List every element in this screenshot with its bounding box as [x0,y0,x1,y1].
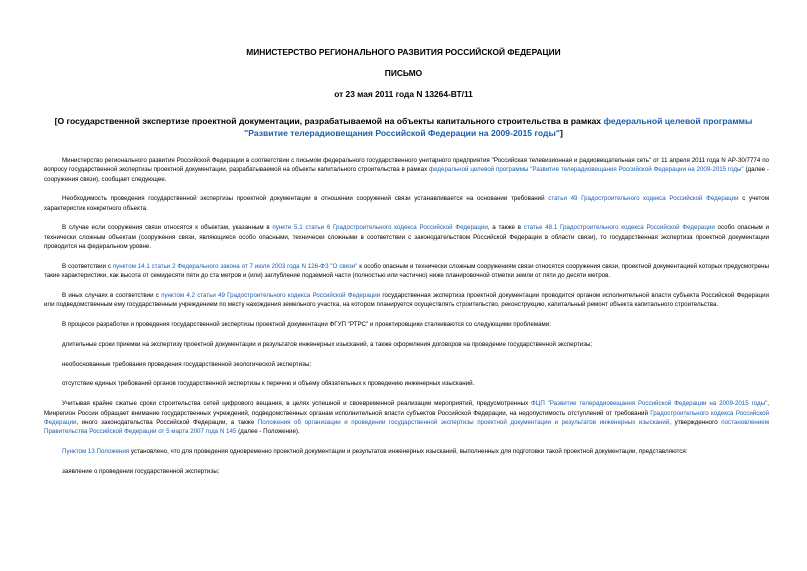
paragraph-text: особо опасным и технически сложным объектам (сооружения связи, являющиеся особо опасными, технически сложными в соответствии с законодательством Российской Федерации в области связи), то государственная экспертиза проектной документации проводится на федеральном уровне. [44,224,770,251]
paragraph-7: длительные сроки приемки на экспертизу проектной документации и результатов инженерных изысканий, а также оформления договоров на проведение государственной экспертизы; [62,340,593,348]
regulation-short-link[interactable]: Положения [96,447,130,455]
paragraph-text: Необходимость проведения государственной экспертизы проектной документации в отношении сооружений связи устанавливается на основании требований [62,195,549,203]
title-program-link[interactable]: федеральной целевой программы "Развитие телерадиовещания Российской Федерации на 2009-2015 годы" [244,116,753,138]
paragraph-text: , Минрегион России обращает внимание государственных учреждений, подведомственных органам исполнительной власти субъектов Российской Федерации, на недопустимость отступлений от требований [44,400,769,417]
doc-type-heading: ПИСЬМО [384,68,423,78]
paragraph-3 [44,223,769,251]
paragraph-text: к особо опасным и технически сложным сооружениям связи относятся сооружения связи, проектной документацией которых предусмотрены такие характеристики, как высота от семидесяти пяти до ста метров и (или) заглубление подземной части (полностью или частично) ниже планировочной отметки земли от пяти до десяти метров. [44,262,769,280]
paragraph-11 [44,447,769,456]
article-48-1-link[interactable]: статье 48.1 Градостроительного кодекса Российской Федерации [523,224,715,232]
paragraph-2 [44,194,769,213]
paragraph-text: , утвержденного [669,418,722,426]
paragraph-text: В соответствии с [62,262,113,270]
grad-code-link[interactable]: Градостроительного кодекса Российской Федерации [44,409,769,426]
clause-5-1-link[interactable]: пункте 5.1 статьи 6 Градостроительного кодекса Российской Федерации [272,224,488,232]
article-49-link[interactable]: статьи 49 Градостроительного кодекса Российской Федерации [548,195,739,203]
paragraph-text: Министерство регионального развития Российской Федерации в соответствии с письмом федерального государственного унитарного предприятия "Российская телевизионная и радиовещательная сеть" от 11 апреля 2011 года N АР-30/7774 по вопросу государственной экспертизы проектной документации, разрабатываемой на объекты капитального строительства в рамках [44,157,769,174]
paragraph-text: (далее - сооружения связи), сообщает следующее. [44,166,769,183]
title-text: [О государственной экспертизе проектной документации, разрабатываемой на объекты капитального строительства в рамках [54,116,604,126]
doc-date-heading: от 23 мая 2011 года N 13264-ВТ/11 [334,89,473,99]
paragraph-text: , а также в [487,224,524,232]
paragraph-8: необоснованные требования проведения государственной экологической экспертизы; [62,360,312,368]
document-title [44,115,763,139]
paragraph-5 [44,291,769,310]
federal-law-link[interactable]: пунктом 14.1 статьи 2 Федерального закона от 7 июля 2003 года N 126-ФЗ "О связи" [112,262,358,270]
ministry-heading: МИНИСТЕРСТВО РЕГИОНАЛЬНОГО РАЗВИТИЯ РОССИЙСКОЙ ФЕДЕРАЦИИ [246,47,561,57]
document-body [44,156,769,487]
paragraph-6: В процессе разработки и проведения государственной экспертизы проектной документации ФГУП "РТРС" и проектировщики сталкиваются со следующими проблемами: [62,321,551,329]
paragraph-text: В случае если сооружения связи относятся к объектам, указанным в [62,224,273,232]
title-text-end: ] [559,128,563,138]
fcp-link[interactable]: ФЦП "Развитие телерадиовещания Российской Федерации на 2009-2015 годы" [531,400,768,408]
paragraph-text: установлено, что для проведения одновременно проектной документации и результатов инженерных изысканий, выполненных для подготовки такой проектной документации, представляются: [129,447,688,455]
paragraph-1 [44,156,769,184]
paragraph-12: заявление о проведении государственной экспертизы; [62,467,220,475]
paragraph-text: , иного законодательства Российской Федерации, а также [76,418,258,426]
paragraph-10 [44,399,769,436]
paragraph-text: Учитывая крайне сжатые сроки строительства сетей цифрового вещания, в целях успешной и своевременной реализации мероприятий, предусмотренных [62,400,532,408]
resolution-145-link[interactable]: постановлением Правительства Российской Федерации от 5 марта 2007 года N 145 [44,418,769,436]
paragraph-4 [44,262,769,281]
paragraph-text: государственная экспертиза проектной документации проводится органом исполнительной власти субъекта Российской Федерации или подведомственным ему государственным учреждением по месту нахождения земельного участка, на котором планируется осуществлять строительство, реконструкцию, капитальный ремонт объекта капитального строительства. [44,291,770,309]
paragraph-text: В иных случаях в соответствии с [62,291,162,299]
clause-4-2-link[interactable]: пунктом 4.2 статьи 49 Градостроительного кодекса Российской Федерации [161,291,381,299]
regulation-link[interactable]: Положения об организации и проведении государственной экспертизы проектной документации и результатов инженерных изысканий [257,418,670,426]
program-link[interactable]: федеральной целевой программы "Развитие телерадиовещания Российской Федерации на 2009-2015 годы" [429,166,744,174]
paragraph-text: с учетом характеристик конкретного объекта. [44,195,769,212]
paragraph-9: отсутствие единых требований органов государственной экспертизы к перечню и объему обязательных к проведению инженерных изысканий. [62,380,475,388]
paragraph-text: (далее - Положение). [236,428,300,436]
clause-13-link[interactable]: Пунктом 13 [62,447,95,455]
